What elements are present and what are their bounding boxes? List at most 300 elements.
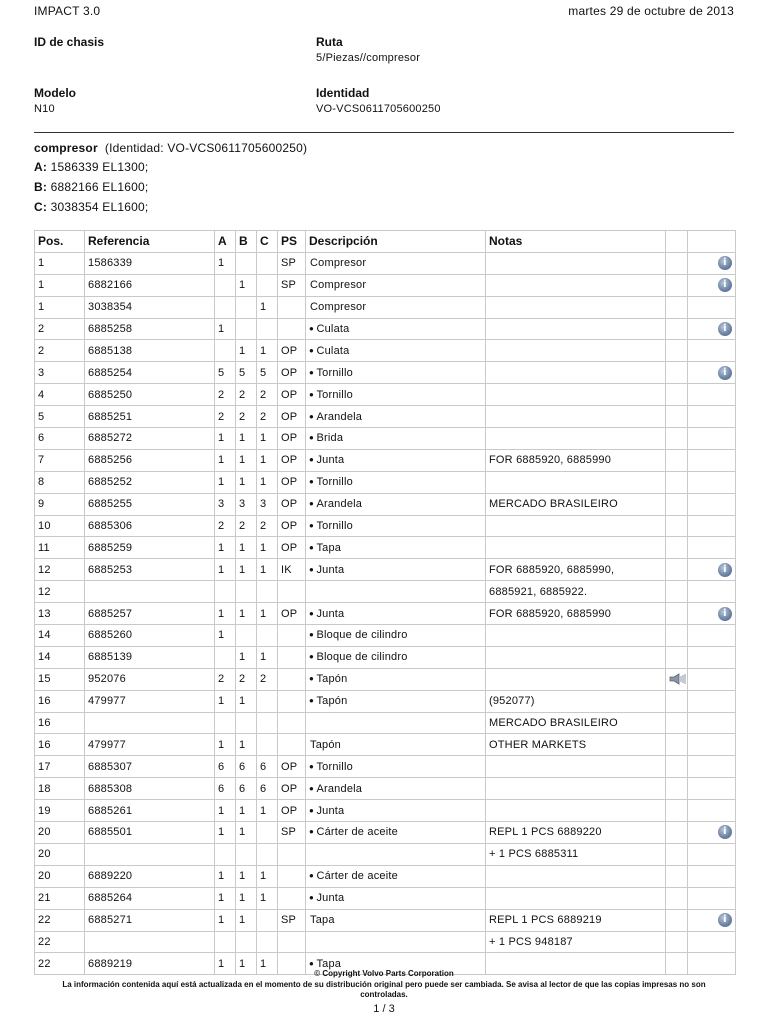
description-text: Tapa xyxy=(310,914,335,927)
description-text: Compresor xyxy=(310,279,367,292)
cell-ps: OP xyxy=(278,537,306,559)
description-text: Bloque de cilindro xyxy=(316,651,408,664)
cell-info xyxy=(688,406,736,428)
bullet-icon: ● xyxy=(309,827,317,837)
cell-reference: 6885271 xyxy=(85,909,215,931)
cell-reference: 6885259 xyxy=(85,537,215,559)
cell-reference: 6885261 xyxy=(85,800,215,822)
cell-notes xyxy=(486,800,666,822)
description-text: Tapón xyxy=(316,695,348,708)
cell-qty-b: 6 xyxy=(236,756,257,778)
description-text: Compresor xyxy=(310,257,367,270)
table-row xyxy=(35,625,736,647)
variant-c xyxy=(34,200,148,214)
route-label: Ruta xyxy=(316,35,343,49)
bullet-icon: ● xyxy=(309,433,317,443)
cell-description xyxy=(306,822,486,844)
cell-qty-b: 3 xyxy=(236,493,257,515)
cell-notes xyxy=(486,756,666,778)
cell-notes xyxy=(486,274,666,296)
cell-qty-a: 1 xyxy=(215,603,236,625)
cell-qty-a: 1 xyxy=(215,537,236,559)
cell-qty-b xyxy=(236,712,257,734)
cell-info xyxy=(688,865,736,887)
info-icon[interactable]: i xyxy=(718,825,732,839)
cell-media xyxy=(666,274,688,296)
cell-qty-b: 1 xyxy=(236,603,257,625)
bullet-icon: ● xyxy=(309,477,317,487)
description-text: Junta xyxy=(316,804,345,817)
cell-qty-a: 1 xyxy=(215,318,236,340)
info-icon[interactable]: i xyxy=(718,278,732,292)
table-row xyxy=(35,909,736,931)
cell-qty-a xyxy=(215,274,236,296)
cell-reference: 952076 xyxy=(85,668,215,690)
cell-ps xyxy=(278,931,306,953)
cell-pos: 20 xyxy=(35,822,85,844)
cell-reference: 6885253 xyxy=(85,559,215,581)
cell-reference xyxy=(85,581,215,603)
cell-media xyxy=(666,428,688,450)
cell-media xyxy=(666,515,688,537)
cell-qty-b xyxy=(236,843,257,865)
table-row xyxy=(35,471,736,493)
info-icon[interactable]: i xyxy=(718,322,732,336)
cell-notes xyxy=(486,252,666,274)
cell-pos: 22 xyxy=(35,931,85,953)
cell-qty-b: 2 xyxy=(236,668,257,690)
cell-description xyxy=(306,843,486,865)
cell-info xyxy=(688,843,736,865)
cell-qty-c: 2 xyxy=(257,406,278,428)
cell-info xyxy=(688,318,736,340)
speaker-icon[interactable] xyxy=(669,673,687,685)
description-text: Compresor xyxy=(310,301,367,314)
variant-a xyxy=(34,160,148,174)
cell-notes xyxy=(486,471,666,493)
info-icon[interactable]: i xyxy=(718,366,732,380)
print-date: martes 29 de octubre de 2013 xyxy=(568,4,734,18)
cell-reference: 6885138 xyxy=(85,340,215,362)
cell-notes xyxy=(486,778,666,800)
cell-ps: OP xyxy=(278,428,306,450)
cell-notes: + 1 PCS 948187 xyxy=(486,931,666,953)
bullet-icon: ● xyxy=(309,958,317,968)
cell-qty-a: 1 xyxy=(215,690,236,712)
parts-table-body xyxy=(35,252,736,974)
cell-qty-c: 1 xyxy=(257,340,278,362)
cell-qty-a: 1 xyxy=(215,865,236,887)
cell-media xyxy=(666,690,688,712)
cell-info xyxy=(688,537,736,559)
cell-reference xyxy=(85,931,215,953)
cell-description xyxy=(306,274,486,296)
cell-description xyxy=(306,646,486,668)
cell-media xyxy=(666,712,688,734)
cell-reference: 6885306 xyxy=(85,515,215,537)
cell-media xyxy=(666,668,688,690)
cell-media xyxy=(666,318,688,340)
cell-description xyxy=(306,734,486,756)
variant-key: B: xyxy=(34,180,48,194)
description-text: Tornillo xyxy=(316,366,353,379)
model-value: N10 xyxy=(34,103,55,115)
table-row xyxy=(35,428,736,450)
description-text: Tornillo xyxy=(316,760,353,773)
cell-notes: REPL 1 PCS 6889220 xyxy=(486,822,666,844)
bullet-icon: ● xyxy=(309,389,317,399)
cell-info xyxy=(688,384,736,406)
cell-description xyxy=(306,887,486,909)
cell-qty-c: 5 xyxy=(257,362,278,384)
cell-pos: 18 xyxy=(35,778,85,800)
table-row xyxy=(35,318,736,340)
cell-description xyxy=(306,756,486,778)
col-header-description: Descripción xyxy=(306,231,486,253)
cell-media xyxy=(666,559,688,581)
table-row xyxy=(35,406,736,428)
cell-qty-b: 2 xyxy=(236,384,257,406)
cell-ps xyxy=(278,887,306,909)
bullet-icon: ● xyxy=(309,455,317,465)
cell-qty-a xyxy=(215,712,236,734)
cell-media xyxy=(666,843,688,865)
cell-ps: SP xyxy=(278,252,306,274)
cell-qty-c xyxy=(257,822,278,844)
cell-qty-b xyxy=(236,318,257,340)
cell-ps: IK xyxy=(278,559,306,581)
col-header-pos: Pos. xyxy=(35,231,85,253)
col-header-a: A xyxy=(215,231,236,253)
cell-ps xyxy=(278,296,306,318)
cell-ps xyxy=(278,712,306,734)
cell-description xyxy=(306,252,486,274)
cell-reference: 6885250 xyxy=(85,384,215,406)
cell-notes xyxy=(486,362,666,384)
cell-info xyxy=(688,931,736,953)
cell-media xyxy=(666,406,688,428)
cell-reference xyxy=(85,712,215,734)
cell-description xyxy=(306,712,486,734)
cell-qty-c: 2 xyxy=(257,668,278,690)
cell-reference: 6885255 xyxy=(85,493,215,515)
identity-value: VO-VCS0611705600250 xyxy=(316,103,441,115)
cell-qty-a: 2 xyxy=(215,384,236,406)
cell-description xyxy=(306,778,486,800)
cell-pos: 20 xyxy=(35,843,85,865)
bullet-icon: ● xyxy=(309,367,317,377)
cell-info xyxy=(688,668,736,690)
parts-table xyxy=(34,230,736,975)
table-row xyxy=(35,384,736,406)
cell-ps: OP xyxy=(278,756,306,778)
cell-pos: 20 xyxy=(35,865,85,887)
cell-notes xyxy=(486,887,666,909)
cell-pos: 10 xyxy=(35,515,85,537)
cell-media xyxy=(666,252,688,274)
cell-info xyxy=(688,581,736,603)
cell-description xyxy=(306,318,486,340)
part-summary xyxy=(34,141,307,155)
bullet-icon: ● xyxy=(309,542,317,552)
table-row xyxy=(35,646,736,668)
col-header-c: C xyxy=(257,231,278,253)
cell-info xyxy=(688,603,736,625)
cell-notes: + 1 PCS 6885311 xyxy=(486,843,666,865)
cell-reference: 6885264 xyxy=(85,887,215,909)
cell-info xyxy=(688,515,736,537)
cell-reference: 6885139 xyxy=(85,646,215,668)
cell-qty-a: 1 xyxy=(215,252,236,274)
cell-pos: 6 xyxy=(35,428,85,450)
cell-pos: 12 xyxy=(35,559,85,581)
cell-qty-b: 1 xyxy=(236,865,257,887)
cell-media xyxy=(666,449,688,471)
cell-pos: 13 xyxy=(35,603,85,625)
cell-description xyxy=(306,449,486,471)
app-title: IMPACT 3.0 xyxy=(34,4,101,18)
cell-description xyxy=(306,625,486,647)
cell-ps: OP xyxy=(278,362,306,384)
table-row xyxy=(35,362,736,384)
cell-qty-a: 1 xyxy=(215,887,236,909)
cell-media xyxy=(666,887,688,909)
cell-qty-c xyxy=(257,712,278,734)
description-text: Cárter de aceite xyxy=(316,870,398,883)
description-text: Brida xyxy=(316,432,344,445)
cell-qty-b: 1 xyxy=(236,537,257,559)
cell-description xyxy=(306,909,486,931)
variant-key: C: xyxy=(34,200,48,214)
cell-qty-c: 1 xyxy=(257,887,278,909)
cell-qty-b xyxy=(236,296,257,318)
variant-value: 3038354 EL1600; xyxy=(50,200,149,214)
cell-media xyxy=(666,362,688,384)
cell-qty-c: 2 xyxy=(257,515,278,537)
cell-reference: 6889219 xyxy=(85,953,215,975)
cell-qty-c: 1 xyxy=(257,646,278,668)
description-text: Tornillo xyxy=(316,388,353,401)
cell-qty-a xyxy=(215,581,236,603)
table-row xyxy=(35,296,736,318)
cell-ps xyxy=(278,646,306,668)
description-text: Junta xyxy=(316,563,345,576)
cell-qty-b: 1 xyxy=(236,428,257,450)
cell-qty-c: 1 xyxy=(257,953,278,975)
bullet-icon: ● xyxy=(309,652,317,662)
cell-media xyxy=(666,734,688,756)
part-identity: (Identidad: VO-VCS0611705600250) xyxy=(104,141,308,155)
table-row xyxy=(35,252,736,274)
bullet-icon: ● xyxy=(309,564,317,574)
variant-value: 6882166 EL1600; xyxy=(50,180,149,194)
cell-info xyxy=(688,909,736,931)
info-icon[interactable]: i xyxy=(718,563,732,577)
table-row xyxy=(35,734,736,756)
cell-qty-b: 1 xyxy=(236,800,257,822)
cell-qty-a: 3 xyxy=(215,493,236,515)
cell-qty-c: 2 xyxy=(257,384,278,406)
cell-ps xyxy=(278,843,306,865)
table-row xyxy=(35,822,736,844)
cell-qty-b: 1 xyxy=(236,734,257,756)
cell-reference: 6885256 xyxy=(85,449,215,471)
bullet-icon: ● xyxy=(309,674,317,684)
bullet-icon: ● xyxy=(309,345,317,355)
cell-notes xyxy=(486,865,666,887)
col-header-info xyxy=(688,231,736,253)
cell-description xyxy=(306,296,486,318)
cell-reference: 6885308 xyxy=(85,778,215,800)
description-text: Culata xyxy=(316,344,350,357)
table-row xyxy=(35,778,736,800)
cell-qty-a xyxy=(215,931,236,953)
cell-info xyxy=(688,800,736,822)
cell-qty-b: 2 xyxy=(236,406,257,428)
cell-qty-c xyxy=(257,625,278,647)
cell-description xyxy=(306,559,486,581)
table-row xyxy=(35,800,736,822)
cell-media xyxy=(666,625,688,647)
cell-ps xyxy=(278,690,306,712)
cell-reference: 6885251 xyxy=(85,406,215,428)
cell-qty-c: 1 xyxy=(257,296,278,318)
cell-ps: OP xyxy=(278,493,306,515)
cell-info xyxy=(688,778,736,800)
cell-notes xyxy=(486,428,666,450)
cell-pos: 22 xyxy=(35,953,85,975)
cell-notes: FOR 6885920, 6885990 xyxy=(486,449,666,471)
cell-media xyxy=(666,756,688,778)
cell-notes xyxy=(486,296,666,318)
cell-qty-c xyxy=(257,734,278,756)
description-text: Cárter de aceite xyxy=(316,826,398,839)
cell-qty-b: 1 xyxy=(236,449,257,471)
col-header-reference: Referencia xyxy=(85,231,215,253)
cell-description xyxy=(306,581,486,603)
cell-media xyxy=(666,296,688,318)
bullet-icon: ● xyxy=(309,783,317,793)
cell-qty-b: 2 xyxy=(236,515,257,537)
cell-qty-a: 2 xyxy=(215,668,236,690)
cell-description xyxy=(306,603,486,625)
cell-info xyxy=(688,340,736,362)
table-row xyxy=(35,931,736,953)
cell-qty-c: 1 xyxy=(257,449,278,471)
cell-qty-b: 6 xyxy=(236,778,257,800)
cell-pos: 16 xyxy=(35,712,85,734)
cell-qty-a xyxy=(215,340,236,362)
bullet-icon: ● xyxy=(309,324,317,333)
table-row xyxy=(35,668,736,690)
cell-info xyxy=(688,559,736,581)
cell-description xyxy=(306,865,486,887)
cell-qty-b: 5 xyxy=(236,362,257,384)
cell-pos: 1 xyxy=(35,274,85,296)
cell-pos: 11 xyxy=(35,537,85,559)
description-text: Tapón xyxy=(316,673,348,686)
cell-reference: 1586339 xyxy=(85,252,215,274)
cell-qty-c xyxy=(257,690,278,712)
cell-pos: 12 xyxy=(35,581,85,603)
cell-ps xyxy=(278,625,306,647)
cell-description xyxy=(306,515,486,537)
info-icon[interactable]: i xyxy=(718,607,732,621)
cell-pos: 5 xyxy=(35,406,85,428)
cell-qty-a: 5 xyxy=(215,362,236,384)
cell-notes xyxy=(486,625,666,647)
cell-reference: 6885257 xyxy=(85,603,215,625)
table-row xyxy=(35,690,736,712)
cell-qty-c xyxy=(257,581,278,603)
cell-description xyxy=(306,493,486,515)
cell-description xyxy=(306,537,486,559)
bullet-icon: ● xyxy=(309,630,317,640)
part-name: compresor xyxy=(34,141,98,155)
cell-pos: 8 xyxy=(35,471,85,493)
cell-qty-b: 1 xyxy=(236,909,257,931)
cell-reference: 6885260 xyxy=(85,625,215,647)
cell-qty-a: 2 xyxy=(215,515,236,537)
cell-qty-b: 1 xyxy=(236,646,257,668)
table-header-row xyxy=(35,231,736,253)
cell-ps: OP xyxy=(278,340,306,362)
bullet-icon: ● xyxy=(309,411,317,421)
bullet-icon: ● xyxy=(309,696,317,706)
cell-description xyxy=(306,362,486,384)
cell-pos: 16 xyxy=(35,690,85,712)
table-row xyxy=(35,537,736,559)
col-header-b: B xyxy=(236,231,257,253)
info-icon[interactable]: i xyxy=(718,913,732,927)
table-row xyxy=(35,274,736,296)
cell-info xyxy=(688,734,736,756)
cell-pos: 3 xyxy=(35,362,85,384)
cell-qty-b: 1 xyxy=(236,822,257,844)
description-text: Arandela xyxy=(316,410,363,423)
cell-qty-c xyxy=(257,931,278,953)
cell-notes xyxy=(486,515,666,537)
cell-notes: FOR 6885920, 6885990, xyxy=(486,559,666,581)
cell-notes: OTHER MARKETS xyxy=(486,734,666,756)
cell-info xyxy=(688,428,736,450)
col-header-ps: PS xyxy=(278,231,306,253)
cell-info xyxy=(688,712,736,734)
cell-description xyxy=(306,690,486,712)
cell-media xyxy=(666,581,688,603)
route-value: 5/Piezas//compresor xyxy=(316,52,421,64)
table-row xyxy=(35,712,736,734)
cell-description xyxy=(306,800,486,822)
cell-qty-b xyxy=(236,581,257,603)
cell-pos: 9 xyxy=(35,493,85,515)
cell-ps: OP xyxy=(278,384,306,406)
cell-media xyxy=(666,537,688,559)
cell-qty-c: 1 xyxy=(257,537,278,559)
cell-description xyxy=(306,340,486,362)
cell-qty-c xyxy=(257,909,278,931)
cell-reference: 6885258 xyxy=(85,318,215,340)
cell-notes: MERCADO BRASILEIRO xyxy=(486,712,666,734)
cell-info xyxy=(688,471,736,493)
cell-ps: SP xyxy=(278,274,306,296)
info-icon[interactable]: i xyxy=(718,256,732,270)
cell-ps: OP xyxy=(278,778,306,800)
bullet-icon: ● xyxy=(309,608,317,618)
cell-ps: OP xyxy=(278,449,306,471)
cell-media xyxy=(666,822,688,844)
table-row xyxy=(35,843,736,865)
